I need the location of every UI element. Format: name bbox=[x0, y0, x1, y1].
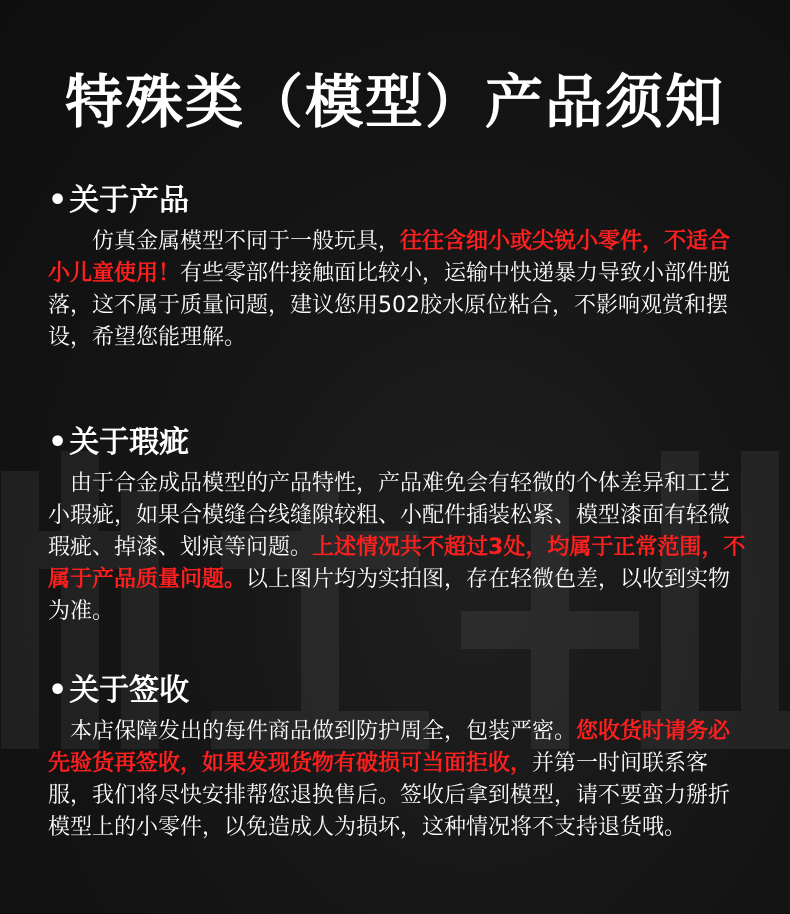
section-heading-text: 关于瑕疵 bbox=[69, 425, 190, 460]
body-text: 仿真金属模型不同于一般玩具， bbox=[48, 229, 401, 254]
section-body bbox=[48, 716, 748, 844]
section-about-flaws bbox=[48, 424, 748, 628]
bullet-icon: • bbox=[48, 183, 68, 218]
section-heading bbox=[48, 424, 748, 462]
section-about-product bbox=[48, 182, 748, 354]
section-heading-text: 关于产品 bbox=[69, 183, 190, 218]
section-heading bbox=[48, 672, 748, 710]
body-text: 由于合金成品模型的产品特性，产品难免会有轻微的个体差异和工艺小瑕疵，如果合模缝合线缝隙较粗、小配件插装松紧、模型漆面有轻微瑕疵、掉漆、划痕等问题。 bbox=[48, 471, 731, 560]
body-text: 本店保障发出的每件商品做到防护周全，包装严密。 bbox=[48, 719, 577, 744]
bullet-icon: • bbox=[48, 425, 68, 460]
body-text: 并第一时间联系客服，我们将尽快安排帮您退换售后。签收后拿到模型，请不要蛮力掰折模型上的小零件，以免造成人为损坏，这种情况将不支持退货哦。 bbox=[48, 751, 731, 840]
highlight-warning-text: 您收货时请务必先验货再签收，如果发现货物有破损可当面拒收， bbox=[48, 719, 731, 776]
bullet-icon: • bbox=[48, 673, 68, 708]
section-heading bbox=[48, 182, 748, 220]
page-title: 特殊类（模型）产品须知 bbox=[64, 68, 725, 136]
highlight-warning-text: 上述情况共不超过3处，均属于正常范围，不属于产品质量问题。 bbox=[48, 535, 746, 592]
section-about-signing bbox=[48, 672, 748, 844]
body-text: 以上图片均为实拍图，存在轻微色差，以收到实物为准。 bbox=[48, 567, 731, 624]
body-text: 有些零部件接触面比较小，运输中快递暴力导致小部件脱落，这不属于质量问题，建议您用502胶水原位粘合，不影响观赏和摆设，希望您能理解。 bbox=[48, 261, 731, 350]
highlight-warning-text: 往往含细小或尖锐小零件，不适合小儿童使用！ bbox=[48, 229, 731, 286]
section-body bbox=[48, 468, 748, 628]
section-heading-text: 关于签收 bbox=[69, 673, 190, 708]
section-body bbox=[48, 226, 748, 354]
